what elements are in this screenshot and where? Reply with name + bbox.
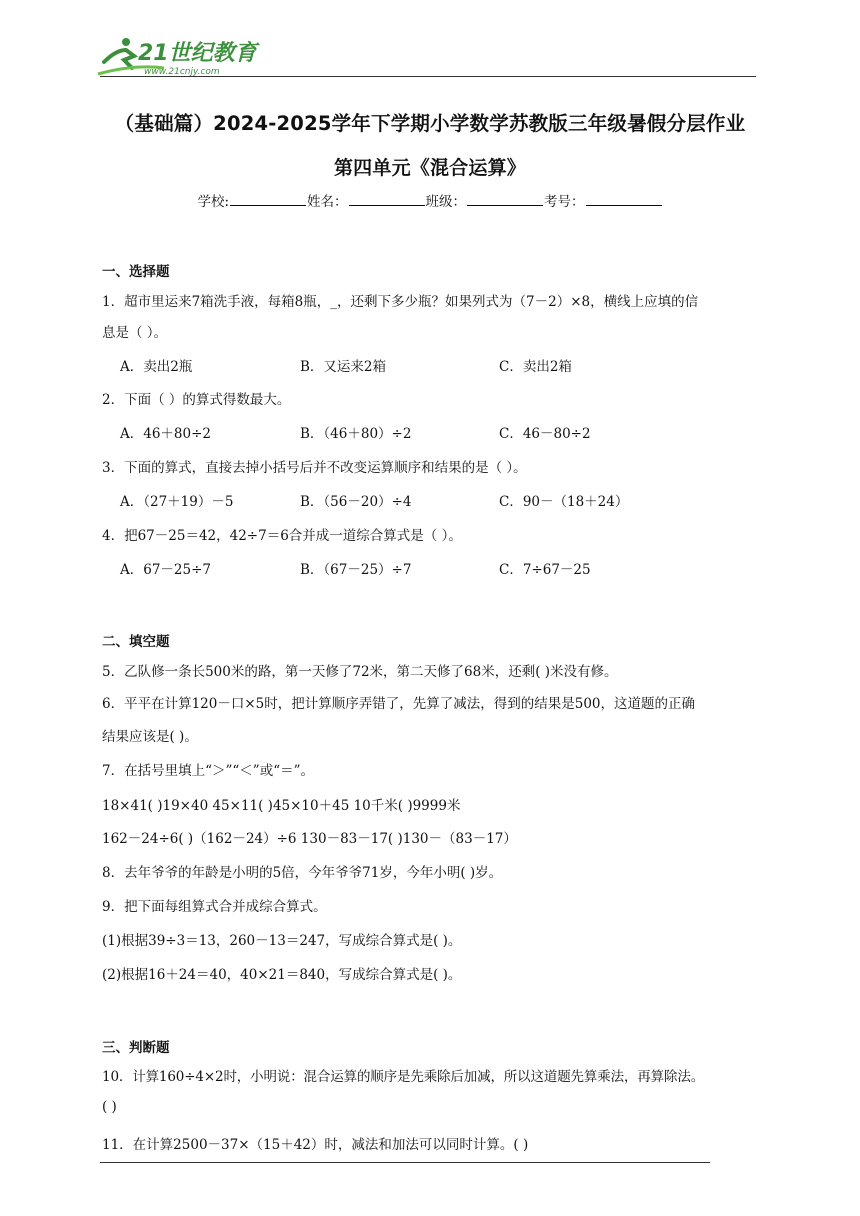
name-label: 姓名：: [307, 194, 348, 210]
question-10-cont: ( ): [102, 1099, 117, 1115]
footer-divider: [100, 1162, 710, 1163]
question-10: 10．计算160÷4×2时，小明说：混合运算的顺序是先乘除后加减，所以这道题先算乘法，再算除法。: [102, 1069, 705, 1085]
school-label: 学校:: [197, 194, 230, 210]
question-6-cont: 结果应该是( )。: [102, 729, 198, 745]
question-4: 4．把67－25＝42，42÷7＝6合并成一道综合算式是（ ）。: [102, 528, 462, 544]
q3-option-a: A．（27＋19）－5: [120, 494, 234, 510]
logo-url: www.21cnjy.com: [144, 67, 220, 77]
question-7-row-2: 162－24÷6( )（162－24）÷6 130－83－17( )130－（83－17）: [102, 831, 517, 847]
document-subtitle: 第四单元《混合运算》: [333, 157, 526, 179]
section-heading-fill: 二、填空题: [102, 634, 170, 650]
header-divider: [100, 76, 756, 77]
question-11: 11．在计算2500－37×（15＋42）时，减法和加法可以同时计算。( ): [102, 1137, 529, 1153]
q3-option-c: C．90－（18＋24）: [499, 494, 629, 510]
question-7: 7．在括号里填上“＞”“＜”或“＝”。: [102, 763, 314, 779]
q2-option-b: B．（46＋80）÷2: [300, 426, 412, 442]
q2-option-c: C．46－80÷2: [499, 426, 591, 442]
number-label: 考号：: [544, 194, 585, 210]
school-blank: [230, 192, 306, 206]
question-1-cont: 息是（ ）。: [102, 325, 168, 341]
question-9-part-2: (2)根据16＋24＝40，40×21＝840，写成综合算式是( )。: [102, 967, 462, 983]
class-label: 班级：: [425, 194, 467, 210]
document-title: （基础篇）2024-2025学年下学期小学数学苏教版三年级暑假分层作业: [114, 112, 746, 135]
q1-option-c: C．卖出2箱: [499, 359, 572, 375]
question-5: 5．乙队修一条长500米的路，第一天修了72米，第二天修了68米，还剩( )米没有修。: [102, 664, 618, 680]
q3-option-b: B．（56－20）÷4: [300, 494, 412, 510]
question-9-part-1: (1)根据39÷3＝13，260－13＝247，写成综合算式是( )。: [102, 933, 462, 949]
section-heading-judge: 三、判断题: [102, 1040, 170, 1056]
q1-option-a: A．卖出2瓶: [120, 359, 193, 375]
class-blank: [467, 192, 543, 206]
student-info-row: [0, 190, 860, 210]
question-6: 6．平平在计算120－口×5时，把计算顺序弄错了，先算了减法，得到的结果是500，这道题的正确: [102, 696, 696, 712]
q4-option-b: B．（67－25）÷7: [300, 562, 412, 578]
logo-text: 21世纪教育: [138, 41, 257, 66]
name-blank: [349, 192, 425, 206]
q4-option-a: A．67－25÷7: [120, 562, 212, 578]
site-logo: [94, 34, 264, 80]
question-8: 8．去年爷爷的年龄是小明的5倍，今年爷爷71岁，今年小明( )岁。: [102, 865, 503, 881]
number-blank: [586, 192, 662, 206]
question-3: 3．下面的算式，直接去掉小括号后并不改变运算顺序和结果的是（ ）。: [102, 460, 527, 476]
q2-option-a: A．46＋80÷2: [120, 426, 212, 442]
section-heading-choice: 一、选择题: [102, 264, 170, 280]
question-1: 1．超市里运来7箱洗手液，每箱8瓶，_，还剩下多少瓶？如果列式为（7－2）×8，横线上应填的信: [102, 294, 699, 310]
question-7-row-1: 18×41( )19×40 45×11( )45×10＋45 10千米( )9999米: [102, 798, 461, 814]
q4-option-c: C．7÷67－25: [499, 562, 591, 578]
q1-option-b: B．又运来2箱: [300, 359, 387, 375]
question-2: 2．下面（ ）的算式得数最大。: [102, 392, 291, 408]
question-9: 9．把下面每组算式合并成综合算式。: [102, 899, 327, 915]
